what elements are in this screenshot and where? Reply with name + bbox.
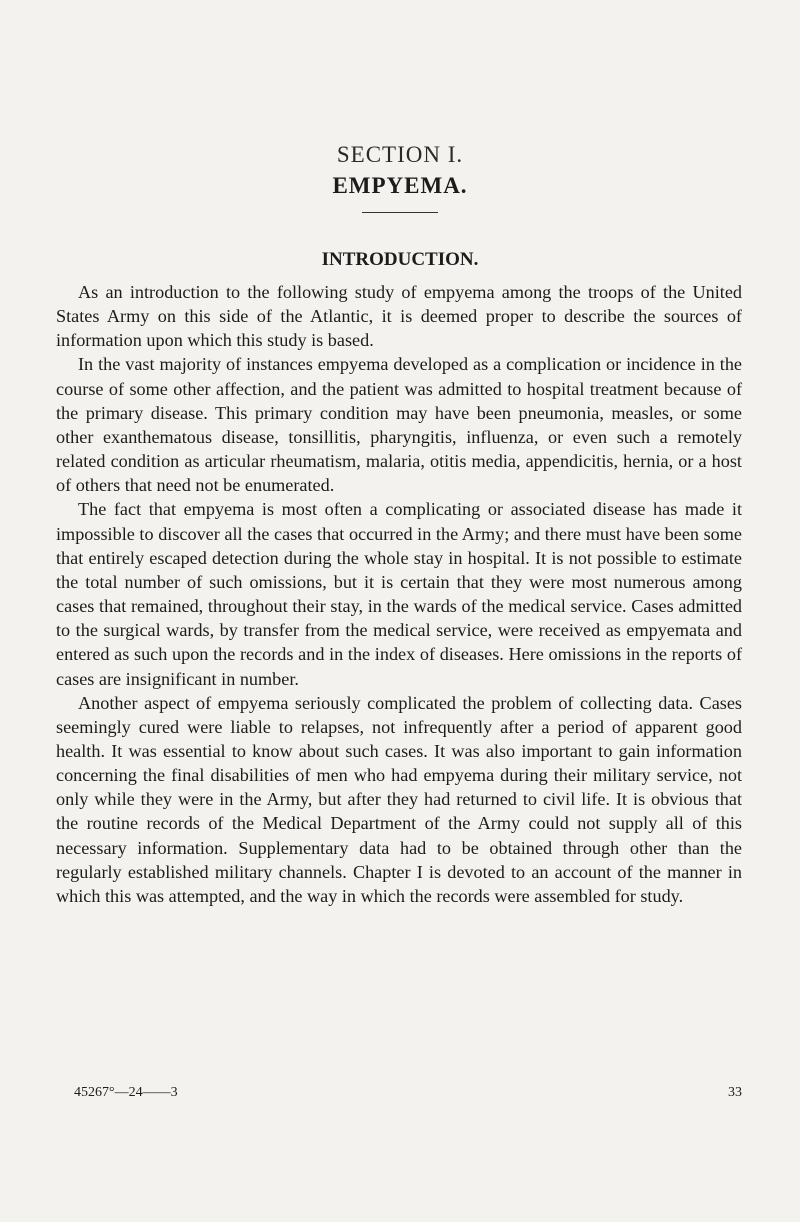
paragraph-4: Another aspect of empyema seriously complicated the problem of collecting data. Cases seemingly cured were liable to relapses, not infrequently after a period of apparent good health. It was essential to know about such cases. It was also important to gain information concerning the final disabilities of men who had empyema during their military service, not only while they were in the Army, but after they had returned to civil life. It is obvious that the routine records of the Medical Department of the Army could not supply all of this necessary information. Supplementary data had to be obtained through other than the regularly established military channels. Chapter I is devoted to an account of the manner in which this was attempted, and the way in which the records were assembled for study.: [56, 692, 742, 906]
page-footer: [56, 1082, 742, 1104]
introduction-heading: INTRODUCTION.: [321, 249, 479, 270]
chapter-title: EMPYEMA.: [332, 173, 468, 198]
body-text: [56, 280, 742, 908]
printer-signature-mark: 45267°—24——3: [74, 1085, 178, 1100]
section-heading: SECTION I.: [336, 142, 464, 167]
paragraph-2: In the vast majority of instances empyema developed as a complication or incidence in the course of some other affection, and the patient was admitted to hospital treatment because of the primary disease. This primary condition may have been pneumonia, measles, or some other exanthematous disease, tonsillitis, pharyngitis, influenza, or even such a remotely related condition as articular rheumatism, malaria, otitis media, appendicitis, hernia, or a host of others that need not be enumerated.: [56, 354, 742, 496]
paragraph-1: As an introduction to the following study of empyema among the troops of the United States Army on this side of the Atlantic, it is deemed proper to describe the sources of information upon which this study is based.: [56, 282, 742, 351]
page-number: 33: [728, 1085, 742, 1100]
title-divider: [362, 212, 438, 213]
paragraph-3: The fact that empyema is most often a complicating or associated disease has made it impossible to discover all the cases that occurred in the Army; and there must have been some that entirely escaped detection during the whole stay in hospital. It is not possible to estimate the total number of such omissions, but it is certain that they were most numerous among cases that remained, throughout their stay, in the wards of the medical service. Cases admitted to the surgical wards, by transfer from the medical service, were received as empyemata and entered as such upon the records and in the index of diseases. Here omissions in the reports of cases are insignificant in number.: [56, 499, 742, 689]
